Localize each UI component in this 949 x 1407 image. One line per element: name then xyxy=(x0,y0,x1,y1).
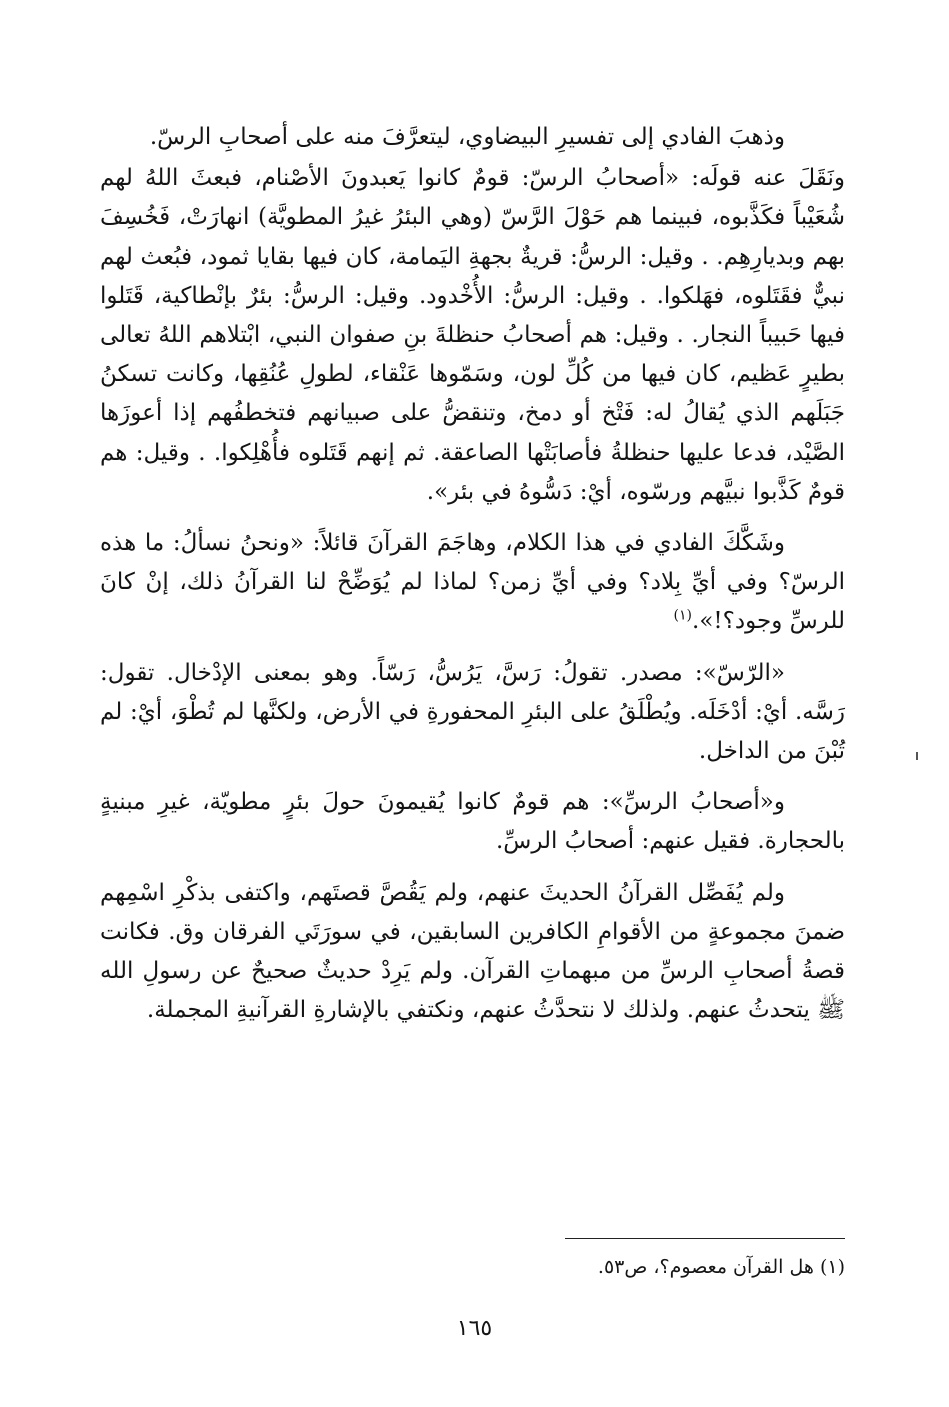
paragraph-fadi-objection xyxy=(100,524,845,642)
footnote-reference: (١) xyxy=(673,607,693,624)
paragraph-baydawi-quote: ونَقَلَ عنه قولَه: «أصحابُ الرسّ: قومٌ كانوا يَعبدونَ الأصْنام، فبعثَ اللهُ لهم شُعَيْباً فكَذَّبوه، فبينما هم حَوْلَ الرَّسّ (وهي البئرُ غيرُ المطويَّة) انهارَتْ، فَخُسِفَ بهم وبديارِهِم. . وقيل: الرسُّ: قريةٌ بجهةِ اليَمامة، كان فيها بقايا ثمود، فبُعث لهم نبيٌّ فقَتَلوه، فهَلكوا. . وقيل: الرسُّ: الأُخْدود. وقيل: الرسُّ: بئرٌ بإنْطاكية، قَتَلوا فيها حَبيباً النجار. . وقيل: هم أصحابُ حنظلةَ بنِ صفوان النبي، ابْتلاهم اللهُ تعالى بطيرٍ عَظيم، كان فيها من كُلِّ لون، وسَمّوها عَنْقاء، لطولِ عُنُقِها، وكانت تسكنُ جَبَلَهم الذي يُقالُ له: فَتْخ أو دمخ، وتنقضُّ على صبيانهم فتخطفُهم إذا أعوزَها الصَّيْد، فدعا عليها حنظلةُ فأصابَتْها الصاعقة. ثم إنهم قَتَلوه فأُهْلِكوا. . وقيل: هم قومٌ كَذَّبوا نبيَّهم ورسّوه، أيْ: دَسُّوهُ في بئر». xyxy=(100,165,845,505)
body-text xyxy=(100,118,845,1042)
paragraph-rass-definition: «الرّسّ»: مصدر. تقولُ: رَسَّ، يَرُسُّ، رَسّاً. وهو بمعنى الإدْخال. تقول: رَسَّه. أيْ: أدْخَلَه. ويُطْلَقُ على البئرِ المحفورةِ في الأرض، ولكنَّها لم تُطْوَ، أيْ: لم تُبْنَ من الداخل. xyxy=(100,659,845,765)
page-number: ١٦٥ xyxy=(456,1316,493,1341)
paragraph-ashab-al-rass: و«أصحابُ الرسِّ»: هم قومٌ كانوا يُقيمونَ حولَ بئرٍ مطويّة، غيرِ مبنيةٍ بالحجارة. فقيل عنهم: أصحابُ الرسِّ. xyxy=(100,789,845,855)
footnote: (١) هل القرآن معصوم؟، ص٥٣. xyxy=(597,1256,845,1278)
paragraph-intro: وذهبَ الفادي إلى تفسيرِ البيضاوي، ليتعرَّفَ منه على أصحابِ الرسّ. xyxy=(149,124,785,150)
paragraph-conclusion: ولم يُفَصِّل القرآنُ الحديثَ عنهم، ولم يَقُصَّ قصتَهم، واكتفى بذكْرِ اسْمِهم ضمنَ مجموعةٍ من الأقوامِ الكافرين السابقين، في سورَتَي الفرقان وق. فكانت قصةُ أصحابِ الرسِّ من مبهماتِ القرآن. ولم يَرِدْ حديثٌ صحيحٌ عن رسولِ الله ﷺ يتحدثُ عنهم. ولذلك لا نتحدَّثُ عنهم، ونكتفي بالإشارةِ القرآنيةِ المجملة. xyxy=(100,879,845,1024)
footnote-divider xyxy=(565,1238,845,1239)
objection-text: وشَكَّكَ الفادي في هذا الكلام، وهاجَمَ القرآنَ قائلاً: «ونحنُ نسألُ: ما هذه الرسّ؟ وفي أيِّ بِلاد؟ وفي أيِّ زمن؟ لماذا لم يُوَضِّحْ لنا القرآنُ ذلك، إنْ كانَ للرسِّ وجود؟!». xyxy=(100,530,845,635)
margin-mark xyxy=(916,752,918,760)
